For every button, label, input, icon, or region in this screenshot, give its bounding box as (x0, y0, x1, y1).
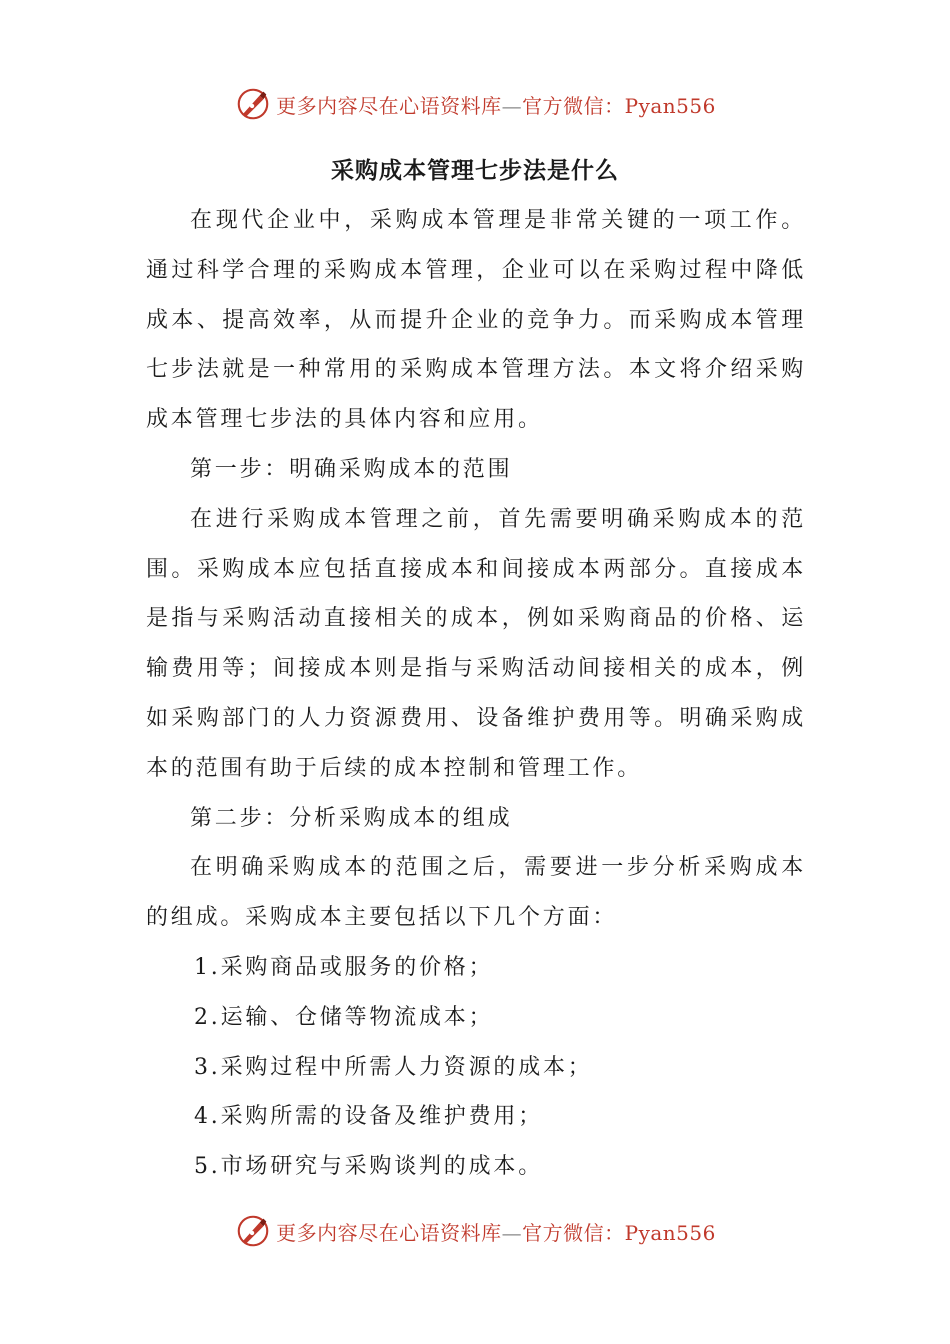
list-item: 4.采购所需的设备及维护费用； (194, 1104, 543, 1130)
watermark-site-name: 更多内容尽在心语资料库 (276, 93, 502, 118)
pen-circle-logo-icon (234, 1212, 272, 1250)
step1-heading: 第一步：明确采购成本的范围 (190, 456, 513, 482)
watermark-wechat: 官方微信：Pyan556 (522, 93, 716, 118)
step2-heading: 第二步：分析采购成本的组成 (190, 805, 513, 831)
list-item: 1.采购商品或服务的价格； (194, 954, 494, 980)
watermark-text (276, 90, 716, 119)
pen-circle-logo-icon (234, 85, 272, 123)
list-item: 3.采购过程中所需人力资源的成本； (194, 1054, 593, 1080)
watermark-wechat: 官方微信：Pyan556 (522, 1220, 716, 1245)
step2-paragraph: 在明确采购成本的范围之后，需要进一步分析采购成本的组成。采购成本主要包括以下几个方面： (146, 855, 806, 931)
watermark-text (276, 1217, 716, 1246)
page-title: 采购成本管理七步法是什么 (331, 158, 619, 184)
watermark-dash: — (501, 1220, 523, 1245)
footer-watermark (0, 1209, 950, 1253)
document-body (146, 196, 806, 1192)
watermark-dash: — (501, 93, 523, 118)
watermark-site-name: 更多内容尽在心语资料库 (276, 1220, 502, 1245)
step1-paragraph: 在进行采购成本管理之前，首先需要明确采购成本的范围。采购成本应包括直接成本和间接成本两部分。直接成本是指与采购活动直接相关的成本，例如采购商品的价格、运输费用等；间接成本则是指与采购活动间接相关的成本，例如采购部门的人力资源费用、设备维护费用等。明确采购成本的范围有助于后续的成本控制和管理工作。 (146, 506, 806, 781)
list-item: 2.运输、仓储等物流成本； (194, 1004, 494, 1030)
intro-paragraph: 在现代企业中，采购成本管理是非常关键的一项工作。通过科学合理的采购成本管理，企业可以在采购过程中降低成本、提高效率，从而提升企业的竞争力。而采购成本管理七步法就是一种常用的采购成本管理方法。本文将介绍采购成本管理七步法的具体内容和应用。 (146, 208, 806, 433)
header-watermark (0, 82, 950, 126)
list-item: 5.市场研究与采购谈判的成本。 (194, 1154, 543, 1180)
